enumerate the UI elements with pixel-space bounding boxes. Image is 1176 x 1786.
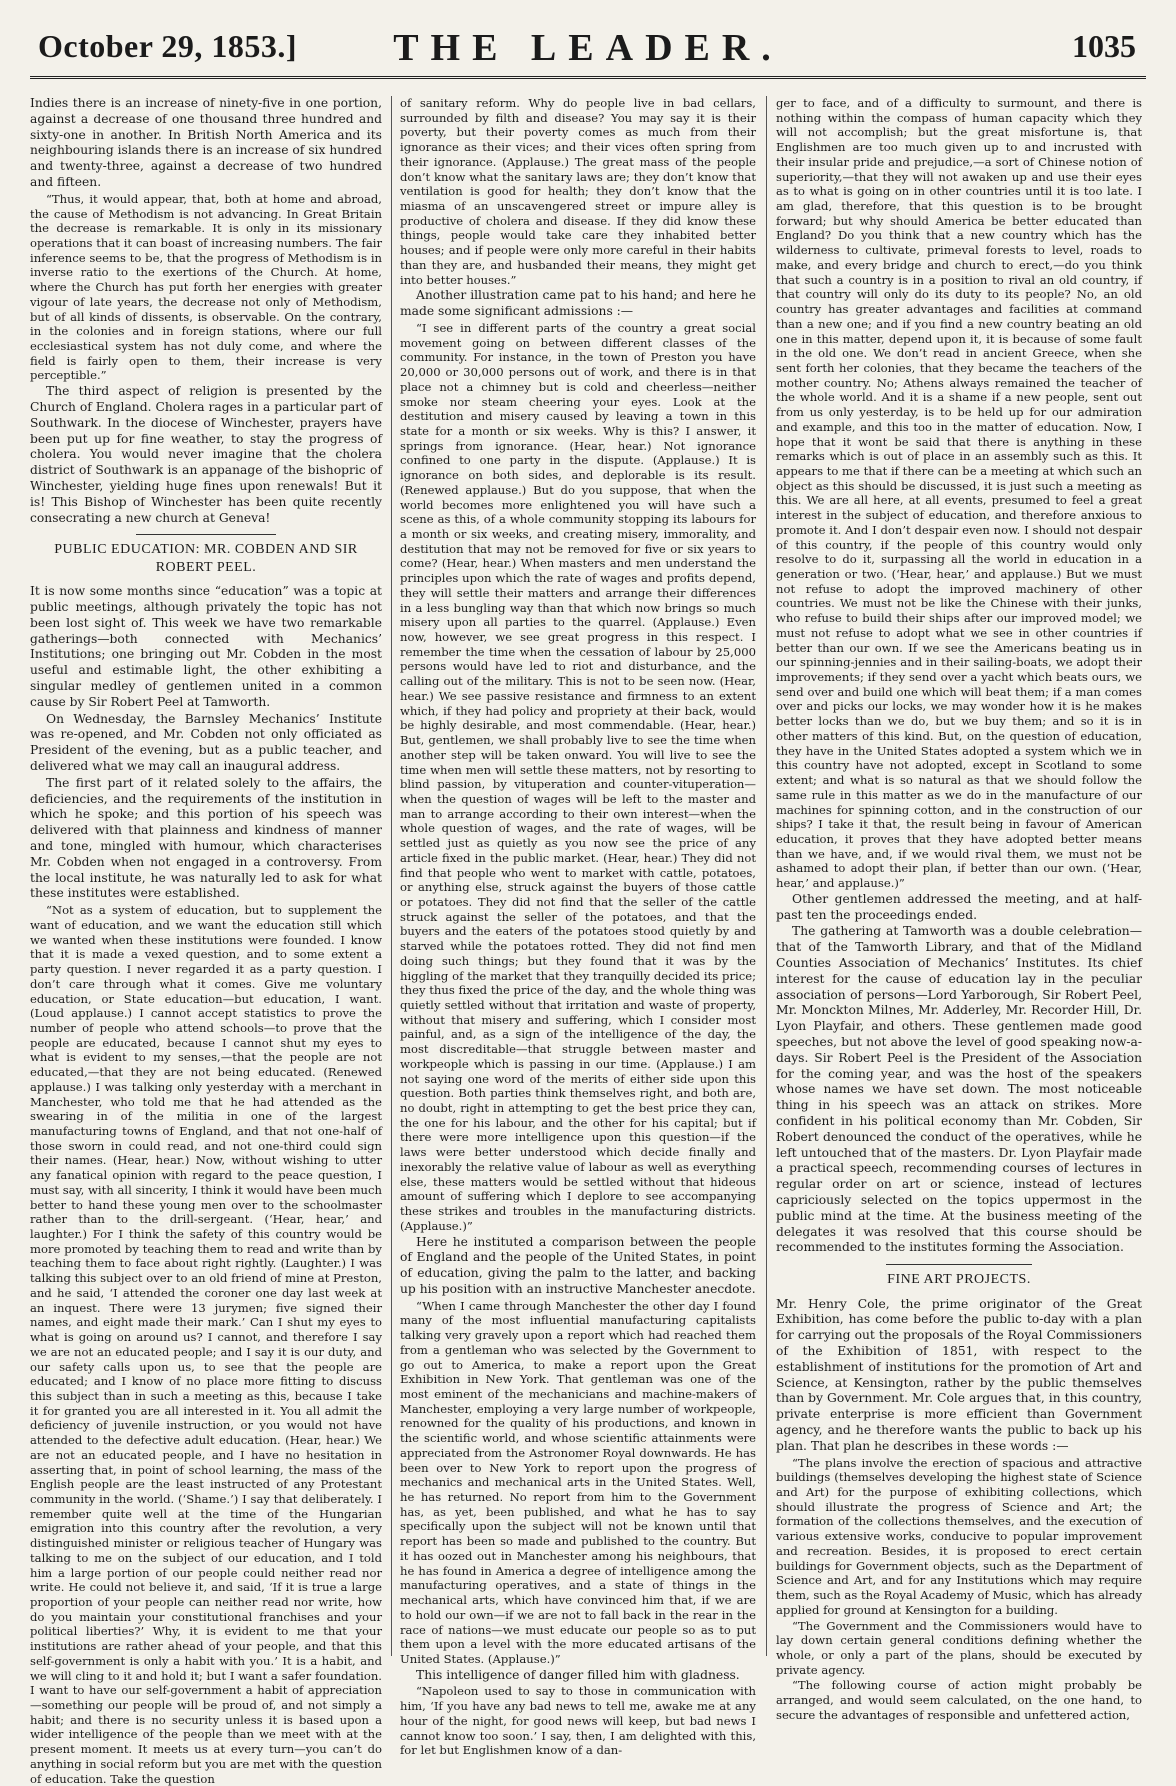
quoted-paragraph: “Thus, it would appear, that, both at home and abroad, the cause of Methodism is not advancing. In Great Britain the decrease is remarkable. It is only in its missionary operations that it can boast of increasing numbers. The fair inference seems to be, that the progress of Methodism is in inverse ratio to the exertions of the Church. At home, where the Church has put forth her energies with greater vigour of late years, the decrease not only of Methodism, but of all kinds of dissents, is observable. On the contrary, in the colonies and in foreign stations, where our full ecclesiastical system has not duly come, and where the field is fairly open to them, their increase is very perceptible.” — [30, 191, 382, 383]
quoted-paragraph: “The Government and the Commissioners would have to lay down certain general conditions defining whether the whole, or only a part of the plans, should be executed by private agency. — [776, 1618, 1142, 1677]
column-1 — [30, 96, 382, 1786]
paragraph: Other gentlemen addressed the meeting, and at half-past ten the proceedings ended. — [776, 891, 1142, 922]
paragraph: On Wednesday, the Barnsley Mechanics’ Institute was re-opened, and Mr. Cobden not only officiated as President of the evening, but as a public teacher, and delivered what we may call an inaugural address. — [30, 711, 382, 774]
issue-date: October 29, 1853.] — [38, 28, 298, 64]
quoted-paragraph: “I see in different parts of the country a great social movement going on between different classes of the community. For instance, in the town of Preston you have 20,000 or 30,000 persons out of work, and there is in that place not a chimney but is cold and cheerless—neither smoke nor steam cheering your eyes. Look at the destitution and misery caused by leaving a town in this state for a month or six weeks. Why is this? I answer, it springs from ignorance. (Hear, hear.) Not ignorance confined to one party in the dispute. (Applause.) It is ignorance on both sides, and deplorable is its result. (Renewed applause.) But do you suppose, that when the world becomes more enlightened you will have such a scene as this, of a whole community stopping its labours for a month or six weeks, and creating misery, immorality, and destitution that may not be removed for five or six years to come? (Hear, hear.) When masters and men understand the principles upon which the rate of wages and profits depend, they will settle their matters and arrange their differences in a less bungling way than that which now brings so much misery upon all parties to the quarrel. (Applause.) Even now, however, we see great progress in this respect. I remember the time when the cessation of labour by 25,000 persons would have led to riot and disturbance, and the calling out of the military. This is not to be seen now. (Hear, hear.) We see passive resistance and firmness to an extent which, if they had policy and propriety at their back, would be highly desirable, and most commendable. (Hear, hear.) But, gentlemen, we shall probably live to see the time when another step will be taken onward. You will live to see the time when men will settle these matters, not by resorting to blind passion, by vituperation and counter-vituperation—when the question of wages will be left to the master and man to arrange according to their own interest—when the whole question of wages, and the rate of wages, will be settled just as quietly as you now see the price of any article fixed in the public market. (Hear, hear.) They did not find that people who went to market with cattle, potatoes, or anything else, struck against the buyers of those cattle or potatoes. They did not find that the seller of the cattle struck against the seller of the potatoes, and that the buyers and the eaters of the potatoes stood quietly by and starved while the potatoes rotted. They did not find men doing such things; but they found that it was by the higgling of the market that they tranquilly decided its price; they thus fixed the price of the day, and the whole thing was quietly settled without that irritation and waste of property, without that misery and suffering, which I consider most painful, and, as a sign of the intelligence of the day, the most discreditable—that struggle between master and workpeople which is passing in our time. (Applause.) I am not saying one word of the merits of either side upon this question. Both parties think themselves right, and both are, no doubt, right in attempting to get the best price they can, the one for his labour, and the other for his capital; but if there were more intelligence upon this question—if the laws were better understood which decide finally and inexorably the relative value of labour as well as everything else, these matters would be settled without that hideous amount of suffering which I deplore to see accompanying these strikes and troubles in the manufacturing districts. (Applause.)” — [400, 320, 756, 1233]
paragraph: This intelligence of danger filled him with gladness. — [416, 1667, 740, 1682]
paragraph: Here he instituted a comparison between the people of England and the people of the United States, in point of education, giving the palm to the latter, and backing up his position with an instructive Manchester anecdote. — [400, 1234, 756, 1296]
paragraph: The gathering at Tamworth was a double celebration—that of the Tamworth Library, and that of the Midland Counties Association of Mechanics’ Institutes. Its chief interest for the cause of education lay in the peculiar association of persons—Lord Yarborough, Sir Robert Peel, Mr. Monckton Milnes, Mr. Adderley, Mr. Recorder Hill, Dr. Lyon Playfair, and others. These gentlemen made good speeches, but not above the level of good speaking now-a-days. Sir Robert Peel is the President of the Association for the coming year, and was the host of the speakers whose names we have set down. The most noticeable thing in his speech was an attack on strikes. More confident in his political economy than Mr. Cobden, Sir Robert denounced the conduct of the operatives, while he left untouched that of the masters. Dr. Lyon Playfair made a practical speech, recommending courses of lectures in regular order on art or science, instead of lectures capriciously selected on the topics uppermost in the public mind at the time. At the business meeting of the delegates it was resolved that this course should be recommended to the institutes forming the Association. — [776, 924, 1142, 1255]
paragraph: Mr. Henry Cole, the prime originator of the Great Exhibition, has come before the public to-day with a plan for carrying out the proposals of the Royal Commissioners of the Exhibition of 1851, with respect to the establishment of institutions for the promotion of Art and Science, at Kensington, rather by the public themselves than by Government. Mr. Cole argues that, in this country, private enterprise is more efficient than Government agency, and he therefore wants the public to back up his plan. That plan he describes in these words :— — [776, 1296, 1142, 1453]
quoted-paragraph: of sanitary reform. Why do people live in bad cellars, surrounded by filth and disease? You may say it is their poverty, but their poverty comes as much from their ignorance as their vices; and their vices often spring from their ignorance. (Applause.) The great mass of the people don’t know what the sanitary laws are; they don’t know that ventilation is good for health; they don’t know that the miasma of an unscavengered street or impure alley is productive of cholera and disease. If they did know these things, people would take care they inhabited better houses; and if people were only more careful in their habits than they are, and husbanded their means, they might get into better houses.” — [400, 96, 756, 287]
quoted-paragraph: “The plans involve the erection of spacious and attractive buildings (themselves developing the highest state of Science and Art) for the purpose of exhibiting collections, which should illustrate the progress of Science and Art; the formation of the collections themselves, and the execution of various extensive works, conducive to popular improvement and recreation. Besides, it is proposed to erect certain buildings for Government objects, such as the Department of Science and Art, and for any Institutions which may require them, such as the Royal Academy of Music, which has already applied for ground at Kensington for a building. — [776, 1455, 1142, 1617]
column-2 — [400, 96, 756, 1758]
column-rule — [766, 96, 767, 1656]
paragraph: The third aspect of religion is presented by the Church of England. Cholera rages in a particular part of Southwark. In the diocese of Winchester, prayers have been put up for fine weather, to stay the progress of cholera. You would never imagine that the cholera district of Southwark is an appanage of the bishopric of Winchester, yielding huge fines upon renewals! But it is! This Bishop of Winchester has been quite recently consecrating a new church at Geneva! — [30, 384, 382, 525]
quoted-paragraph: “When I came through Manchester the other day I found many of the most influential manufacturing capitalists talking very gravely upon a report which had reached them from a gentleman who was selected by the Government to go out to America, to make a report upon the Great Exhibition in New York. That gentleman was one of the most eminent of the mechanicians and machine-makers of Manchester, employing a very large number of workpeople, renowned for the quality of his productions, and known in the scientific world, and whose scientific attainments were appreciated from the Astronomer Royal downwards. He has been over to New York to report upon the progress of mechanics and mechanical arts in the United States. Well, he has returned. No report from him to the Government has, as yet, been published, and what he has to say specifically upon the subject will not be known until that report has been so made and published to the country. But it has oozed out in Manchester among his neighbours, that he has found in America a degree of intelligence among the manufacturing operatives, and a state of things in the mechanical arts, which have convinced him that, if we are to hold our own—if we are not to fall back in the rear in the race of nations—we must educate our people so as to put them upon a level with the more educated artisans of the United States. (Applause.)” — [400, 1298, 756, 1666]
section-divider — [886, 1264, 1032, 1265]
quoted-paragraph: “Napoleon used to say to those in communication with him, ‘If you have any bad news to tell me, awake me at any hour of the night, for good news will keep, but bad news I cannot know too soon.’ I say, then, I am delighted with this, for let but Englishmen know of a dan- — [400, 1684, 756, 1758]
column-rule — [391, 96, 392, 1656]
quoted-paragraph: “Not as a system of education, but to supplement the want of education, and we want the education still which we wanted when these institutions were founded. I know that it is made a vexed question, and to some extent a party question. I never regarded it as a party question. I don’t care through what it comes. Give me voluntary education, or State education—but education, I want. (Loud applause.) I cannot accept statistics to prove the number of people who attend schools—to prove that the people are educated, because I cannot shut my eyes to what is evident to my senses,—that the people are not educated,—that they are not being educated. (Renewed applause.) I was talking only yesterday with a merchant in Manchester, who told me that he had attended as the swearing in of the militia in one of the largest manufacturing towns of England, and that not one-half of those sworn in could read, and not one-third could sign their names. (Hear, hear.) Now, without wishing to utter any fanatical opinion with regard to the peace question, I must say, with all sincerity, I think it would have been much better to hand these young men over to the schoolmaster rather than to the drill-sergeant. (‘Hear, hear,’ and laughter.) For I think the safety of this country would be more promoted by teaching them to read and write than by teaching them to face about right rightly. (Laughter.) I was talking this subject over to an old friend of mine at Preston, and he said, ‘I attended the coroner one day last week at an inquest. There were 13 jurymen; five signed their names, and eight made their mark.’ Can I shut my eyes to what is going on around us? I cannot, and therefore I say we are not an educated people; and I say it is our duty, and our safety calls upon us, to see that the people are educated; and I know of no place more fitting to discuss this subject than in such a meeting as this, because I take it for granted you are all interested in it. You all admit the deficiency of juvenile instruction, or you would not have attended to the defective adult education. (Hear, hear.) We are not an educated people, and I have no hesitation in asserting that, in point of school learning, the mass of the English people are the least instructed of any Protestant community in the world. (‘Shame.’) I say that deliberately. I remember quite well at the time of the Hungarian emigration into this country after the revolution, a very distinguished minister or religious teacher of Hungary was talking to me on the subject of our education, and I told him a large portion of our people could neither read nor write. He could not believe it, and said, ‘If it is true a large proportion of your people can neither read nor write, how do you maintain your constitutional franchises and your political liberties?’ Why, it is evident to me that your institutions are rather ahead of your people, and that this self-government is only a habit with you.’ It is a habit, and we will cling to it and hold it; but I want a safer foundation. I want to have our self-government a habit of appreciation—something our people will be proud of, and not simply a habit; and there is no security unless it is based upon a wider intelligence of the people than we meet with at the present moment. It meets us at every turn—you can’t do anything in social reform but you are met with the question of education. Take the question — [30, 903, 382, 1786]
quoted-paragraph: ger to face, and of a difficulty to surmount, and there is nothing within the compass of human capacity which they will not accomplish; but the great misfortune is, that Englishmen are too much given up to and incrusted with their insular pride and prejudice,—a sort of Chinese notion of superiority,—that they will not awaken up and use their eyes as to what is going on in other countries until it is too late. I am glad, therefore, that this question is to be brought forward; but why should America be better educated than England? Do you think that a new country which has the wilderness to cultivate, primeval forests to level, roads to make, and every bridge and church to erect,—do you think that such a country is in a position to rival an old country, if that country will only do its duty to its people? No, an old country has greater advantages and facilities at command than a new one; and if you find a new country beating an old one in this matter, depend upon it, it is because of some fault in the old one. We don’t read in ancient Greece, when she sent forth her colonies, that they became the teachers of the mother country. No; Athens always remained the teacher of the whole world. And it is a shame if a new people, sent out from us only yesterday, is to be held up for our admiration and example, and this too in the matter of education. Now, I hope that it wont be said that there is anything in these remarks which is out of place in an assembly such as this. It appears to me that if there can be a meeting at which such an object as this should be discussed, it is just such a meeting as this. We are all here, at all events, presumed to feel a great interest in the subject of education, and therefore anxious to promote it. And I don’t despair even now. I should not despair of this country, if the people of this country would only resolve to do it, surpassing all the world in education in a generation or two. (‘Hear, hear,’ and applause.) But we must not refuse to adopt the improved machinery of other countries. We must not be like the Chinese with their junks, who refuse to build their ships after our improved model; we must not refuse to adopt what we see in other countries if better than our own. If we see the Americans beating us in our spinning-jennies and in their sailing-boats, we adopt their improvements; if they send over a yacht which beats ours, we send over and build one which will beat them; if a man comes over and picks our locks, we may wonder how it is he makes better locks than we do, but we buy them; and so it is in other matters of this kind. But, on the question of education, they have in the United States adopted a system which we in this country have not adopted, except in Scotland to some extent; and what is so natural as that we should follow the same rule in this matter as we do in the manufacture of our machines for spinning cotton, and in the construction of our ships? I take it that, the result being in favour of American education, it proves that they have adopted better means than we have, and, if we would rival them, we must not be ashamed to adopt their plan, if better than our own. (‘Hear, hear,’ and applause.)” — [776, 96, 1142, 891]
section-divider — [136, 534, 277, 535]
masthead — [30, 22, 1146, 79]
page-number: 1035 — [1072, 28, 1136, 64]
paragraph: Another illustration came pat to his hand; and here he made some significant admissions :— — [400, 288, 756, 319]
article-heading-public-education: PUBLIC EDUCATION: MR. COBDEN AND SIR ROBERT PEEL. — [54, 542, 358, 575]
article-heading-fine-art-projects: FINE ART PROJECTS. — [887, 1272, 1031, 1288]
paragraph: The first part of it related solely to the affairs, the deficiencies, and the requirements of the institution in which he spoke; and this portion of his speech was delivered with that plainness and kindness of manner and tone, mingled with humour, which characterises Mr. Cobden when not engaged in a controversy. From the local institute, he was naturally led to ask for what these institutes were established. — [30, 775, 382, 901]
column-3 — [776, 96, 1142, 1722]
newspaper-title: THE LEADER. — [393, 27, 783, 69]
paragraph: Indies there is an increase of ninety-five in one portion, against a decrease of one thousand three hundred and sixty-one in another. In British North America and its neighbouring islands there is an increase of six hundred and twenty-three, against a decrease of two hundred and fifteen. — [30, 96, 382, 189]
quoted-paragraph: “The following course of action might probably be arranged, and would seem calculated, on the one hand, to secure the advantages of responsible and unfettered action, — [776, 1678, 1142, 1722]
paragraph: It is now some months since “education” was a topic at public meetings, although privately the topic has not been lost sight of. This week we have two remarkable gatherings—both connected with Mechanics’ Institutions; one bringing out Mr. Cobden in the most useful and estimable light, the other exhibiting a singular medley of gentlemen united in a common cause by Sir Robert Peel at Tamworth. — [30, 584, 382, 709]
